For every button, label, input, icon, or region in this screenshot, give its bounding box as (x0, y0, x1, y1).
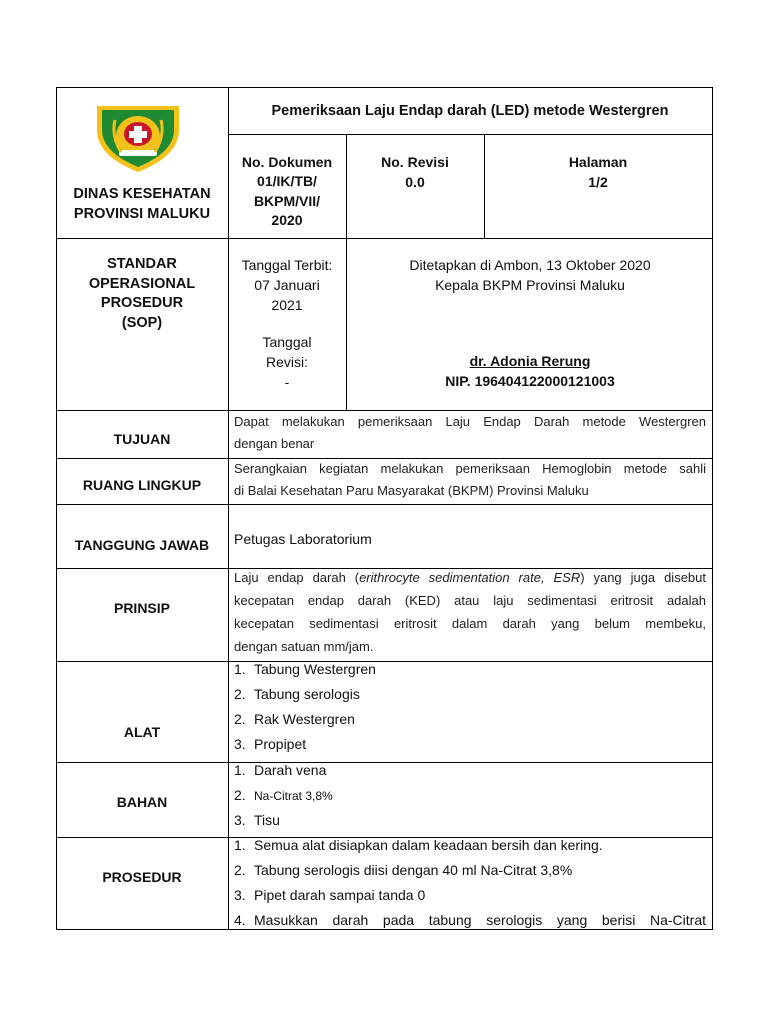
list-item-text: Tisu (254, 812, 280, 828)
prinsip-line-2: kecepatan endap darah (KED) atau laju sedimentasi eritrosit adalah (234, 593, 706, 608)
list-item-number: 2. (234, 787, 246, 803)
list-item-text: Rak Westergren (254, 711, 355, 727)
bahan-label: BAHAN (116, 794, 168, 810)
signatory-name: dr. Adonia Rerung (469, 353, 591, 369)
list-item-number: 1. (234, 837, 246, 853)
head-title-text: Kepala BKPM Provinsi Maluku (435, 277, 625, 293)
revision-date-value: - (284, 374, 290, 390)
list-item-text: Tabung serologis (254, 686, 360, 702)
tujuan-label: TUJUAN (113, 431, 171, 447)
prinsip-line-1-end: ) yang juga disebut (580, 570, 706, 585)
signatory-nip: NIP. 196404122000121003 (445, 373, 615, 389)
list-item (234, 758, 706, 783)
dinas-kesehatan-logo (93, 100, 183, 174)
tujuan-line-1: Dapat melakukan pemeriksaan Laju Endap Darah metode Westergren (234, 414, 706, 429)
doc-number-value: 01/IK/TB/ BKPM/VII/ 2020 (253, 173, 321, 228)
org-name: DINAS KESEHATAN PROVINSI MALUKU (73, 186, 211, 222)
list-item-text: Semua alat disiapkan dalam keadaan bersih dan kering. (254, 837, 603, 853)
header-bottom-divider (56, 238, 713, 239)
issue-date-label: Tanggal Terbit: (241, 257, 333, 273)
alat-label: ALAT (123, 724, 161, 740)
list-item (234, 833, 706, 858)
tanggung-jawab-text: Petugas Laboratorium (234, 531, 372, 547)
page-label: Halaman (568, 154, 628, 170)
prinsip-line-1 (234, 566, 706, 589)
list-item (234, 783, 706, 808)
list-item-number: 4. (234, 912, 246, 928)
list-item (234, 858, 706, 883)
revision-divider (484, 134, 485, 238)
prinsip-term: erithrocyte sedimentation rate, ESR (359, 570, 581, 585)
bahan-list (234, 758, 706, 833)
list-item (234, 682, 706, 707)
revision-date-label: Tanggal Revisi: (262, 334, 312, 370)
page-value: 1/2 (588, 174, 608, 190)
list-item (234, 908, 706, 933)
prinsip-line-1-start: Laju endap darah ( (234, 570, 360, 585)
list-item-number: 2. (234, 711, 246, 727)
list-item-text: Tabung serologis diisi dengan 40 ml Na-Citrat 3,8% (254, 862, 573, 878)
list-item-number: 1. (234, 661, 246, 677)
prosedur-label: PROSEDUR (102, 869, 182, 885)
list-item-text: Propipet (254, 736, 307, 752)
list-item-number: 3. (234, 736, 246, 752)
prinsip-line-3: kecepatan sedimentasi eritrosit dalam darah yang belum membeku, (234, 616, 706, 631)
list-item-number: 2. (234, 686, 246, 702)
sop-label: STANDAR OPERASIONAL PROSEDUR (SOP) (88, 256, 196, 331)
list-item (234, 657, 706, 682)
table-border-top (56, 87, 713, 88)
ruang-lingkup-line-2: di Balai Kesehatan Paru Masyarakat (BKPM) Provinsi Maluku (234, 483, 589, 498)
list-item (234, 808, 706, 833)
prinsip-label: PRINSIP (113, 600, 170, 616)
issue-date-divider (346, 238, 347, 410)
list-item (234, 883, 706, 908)
logo-ribbon (119, 150, 157, 156)
list-item-text: Na-Citrat 3,8% (254, 789, 333, 803)
prosedur-list (234, 833, 706, 933)
list-item (234, 707, 706, 732)
list-item (234, 732, 706, 757)
alat-list (234, 657, 706, 757)
list-item-number: 3. (234, 812, 246, 828)
list-item-text: Tabung Westergren (254, 661, 376, 677)
tujuan-line-2: dengan benar (234, 436, 315, 451)
ruang-lingkup-label: RUANG LINGKUP (82, 477, 202, 493)
revision-value: 0.0 (405, 174, 425, 190)
list-item-text: Masukkan darah pada tabung serologis yang berisi Na-Citrat (254, 912, 706, 928)
ruang-lingkup-line-1: Serangkaian kegiatan melakukan pemeriksaan Hemoglobin metode sahli (234, 461, 706, 476)
prinsip-line-4: dengan satuan mm/jam. (234, 639, 374, 654)
revision-label: No. Revisi (381, 154, 449, 170)
list-item-number: 1. (234, 762, 246, 778)
list-item-number: 2. (234, 862, 246, 878)
list-item-text: Darah vena (254, 762, 327, 778)
set-at-text: Ditetapkan di Ambon, 13 Oktober 2020 (409, 257, 651, 273)
doc-number-divider (346, 134, 347, 238)
doc-number-label: No. Dokumen (241, 154, 333, 170)
table-border-right (712, 87, 713, 930)
title-row-divider (228, 134, 713, 135)
tanggung-jawab-label: TANGGUNG JAWAB (74, 537, 210, 553)
list-item-number: 3. (234, 887, 246, 903)
issue-date-value: 07 Januari 2021 (254, 277, 320, 313)
ruang-lingkup-row-divider (56, 504, 713, 505)
column-divider (228, 87, 229, 930)
document-title: Pemeriksaan Laju Endap darah (LED) metode Westergren (271, 103, 669, 119)
list-item-text: Pipet darah sampai tanda 0 (254, 887, 426, 903)
